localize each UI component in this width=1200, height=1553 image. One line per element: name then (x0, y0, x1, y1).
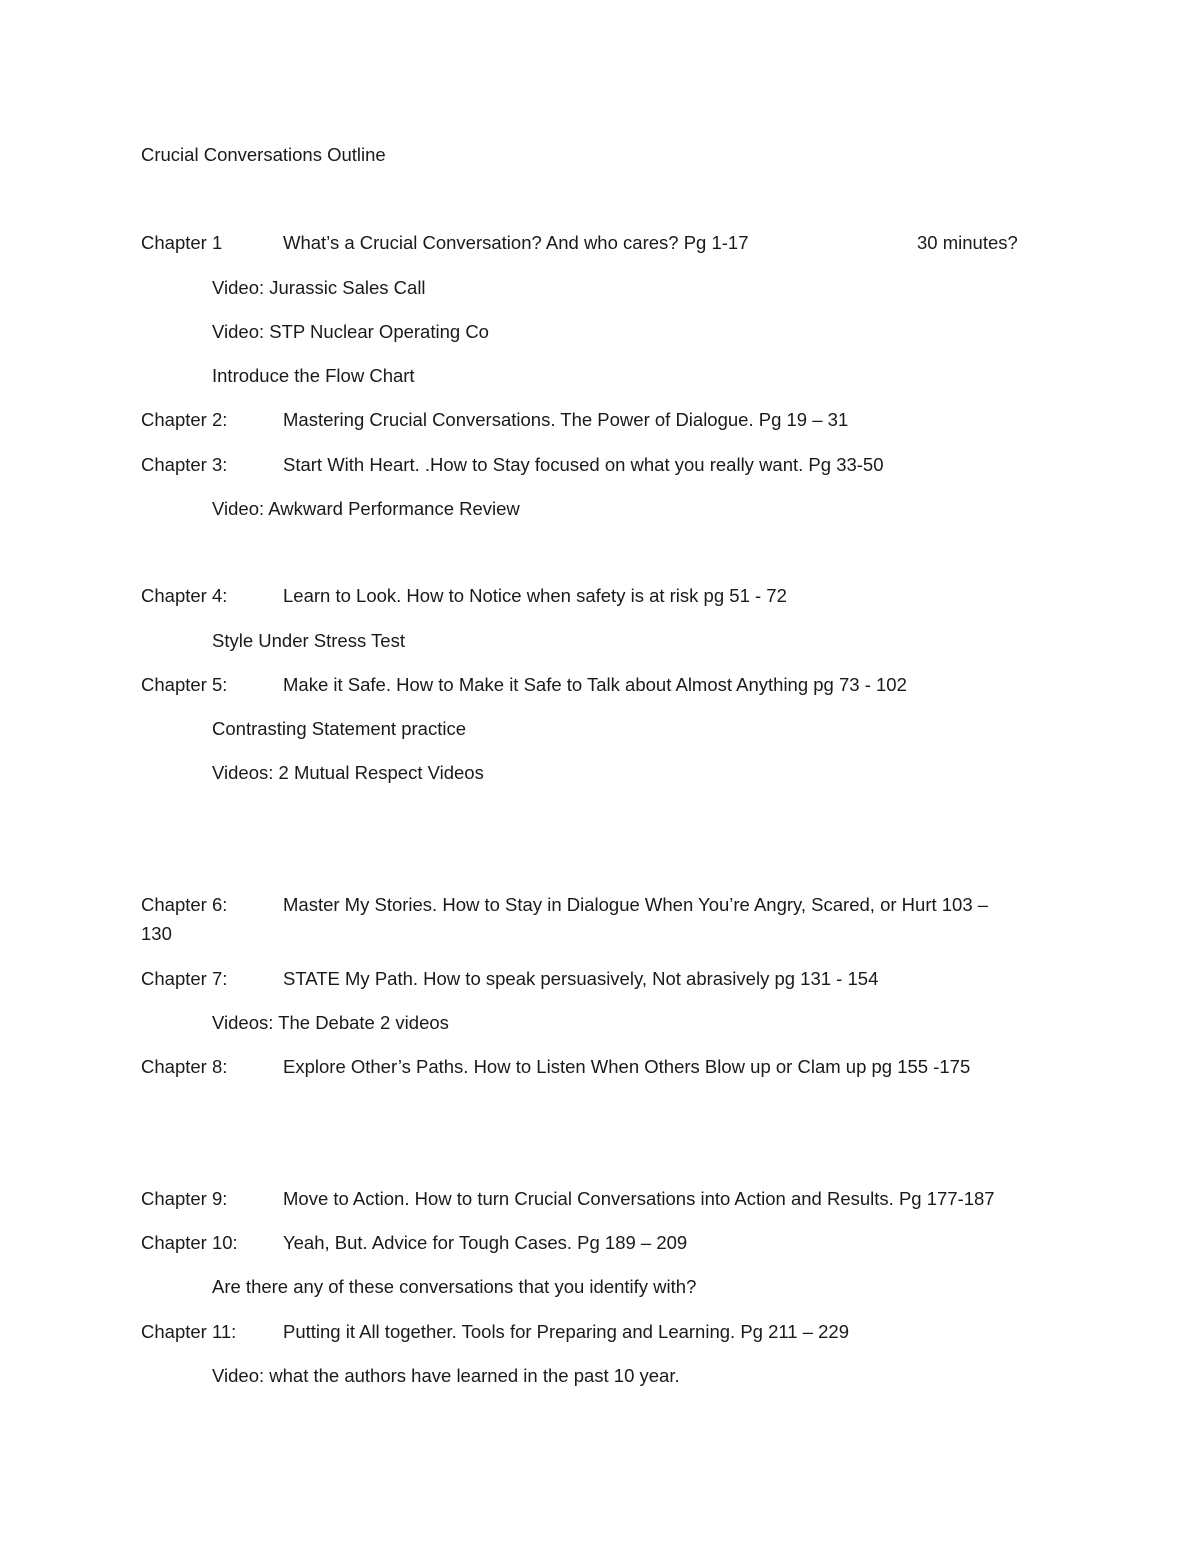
outline-item: Video: what the authors have learned in the past 10 year. (212, 1365, 680, 1386)
outline-item: Videos: 2 Mutual Respect Videos (212, 762, 484, 783)
outline-item: Are there any of these conversations that you identify with? (212, 1276, 697, 1297)
chapter-text-continuation: 130 (141, 923, 172, 944)
chapter-label: Chapter 11: (141, 1321, 237, 1342)
chapter-text: STATE My Path. How to speak persuasively, Not abrasively pg 131 - 154 (283, 968, 879, 989)
chapter-label: Chapter 9: (141, 1188, 228, 1209)
chapter-text: Explore Other’s Paths. How to Listen When Others Blow up or Clam up pg 155 -175 (283, 1056, 971, 1077)
chapter-label: Chapter 7: (141, 968, 228, 989)
chapter-text: Learn to Look. How to Notice when safety is at risk pg 51 - 72 (283, 585, 787, 606)
outline-item: Style Under Stress Test (212, 630, 405, 651)
chapter-label: Chapter 6: (141, 894, 228, 915)
outline-item: Video: Jurassic Sales Call (212, 277, 426, 298)
chapter-text: Master My Stories. How to Stay in Dialogue When You’re Angry, Scared, or Hurt 103 – (283, 894, 989, 915)
chapter-text: What’s a Crucial Conversation? And who cares? Pg 1-17 (283, 232, 749, 253)
chapter-label: Chapter 2: (141, 409, 228, 430)
document-title: Crucial Conversations Outline (141, 144, 386, 165)
chapter-label: Chapter 3: (141, 454, 228, 475)
chapter-text: Move to Action. How to turn Crucial Conversations into Action and Results. Pg 177-187 (283, 1188, 995, 1209)
chapter-label: Chapter 5: (141, 674, 228, 695)
chapter-text: Yeah, But. Advice for Tough Cases. Pg 189 – 209 (283, 1232, 688, 1253)
chapter-text: Make it Safe. How to Make it Safe to Talk about Almost Anything pg 73 - 102 (283, 674, 907, 695)
chapter-text: Mastering Crucial Conversations. The Power of Dialogue. Pg 19 – 31 (283, 409, 849, 430)
chapter-label: Chapter 8: (141, 1056, 228, 1077)
outline-item: Video: STP Nuclear Operating Co (212, 321, 489, 342)
outline-item: Video: Awkward Performance Review (212, 498, 520, 519)
outline-item: Introduce the Flow Chart (212, 365, 415, 386)
chapter-label: Chapter 4: (141, 585, 228, 606)
outline-item: Contrasting Statement practice (212, 718, 466, 739)
chapter-text: Start With Heart. .How to Stay focused on what you really want. Pg 33-50 (283, 454, 884, 475)
chapter-duration: 30 minutes? (917, 232, 1018, 253)
chapter-label: Chapter 1 (141, 232, 223, 253)
outline-item: Videos: The Debate 2 videos (212, 1012, 449, 1033)
chapter-label: Chapter 10: (141, 1232, 238, 1253)
chapter-text: Putting it All together. Tools for Preparing and Learning. Pg 211 – 229 (283, 1321, 850, 1342)
